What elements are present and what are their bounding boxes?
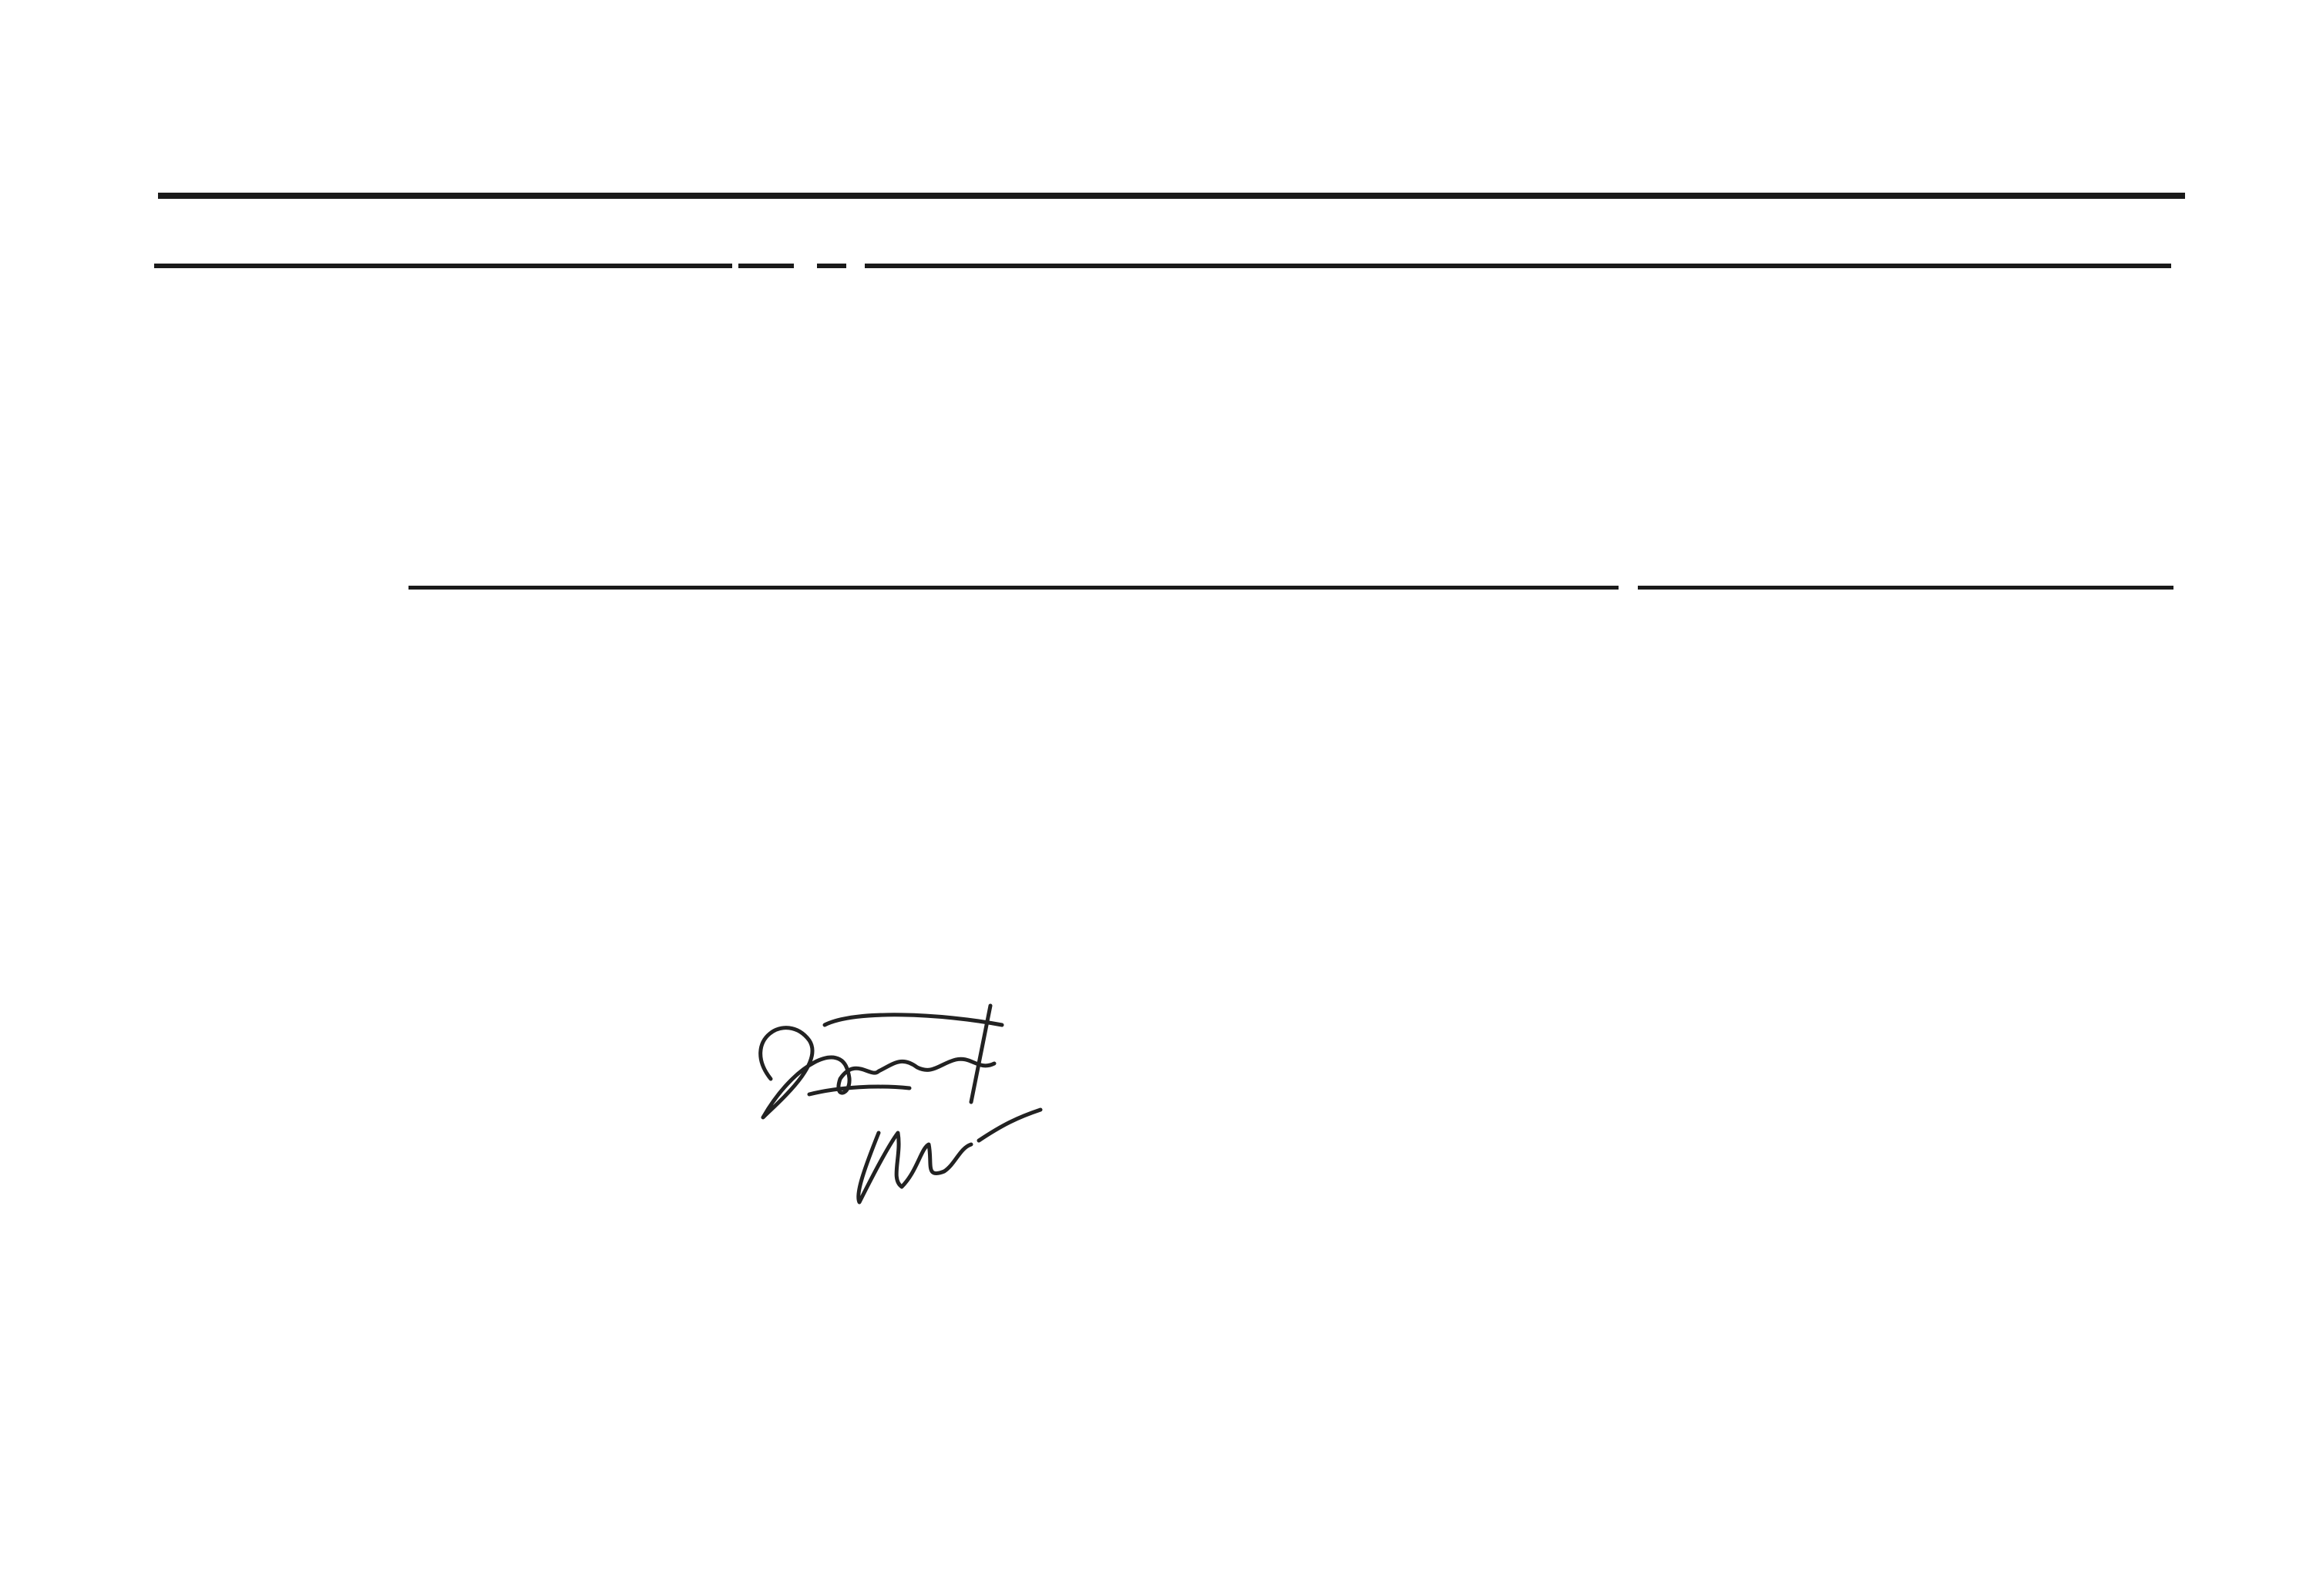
section-rule xyxy=(1638,586,2173,590)
header-bottom-rule xyxy=(865,264,2171,268)
header-top-rule xyxy=(158,193,2185,199)
handwritten-signatures xyxy=(724,994,1125,1302)
section-rule xyxy=(408,586,1619,590)
header-bottom-rule xyxy=(154,264,732,268)
header-bottom-rule xyxy=(738,264,794,268)
header-bottom-rule xyxy=(817,264,846,268)
